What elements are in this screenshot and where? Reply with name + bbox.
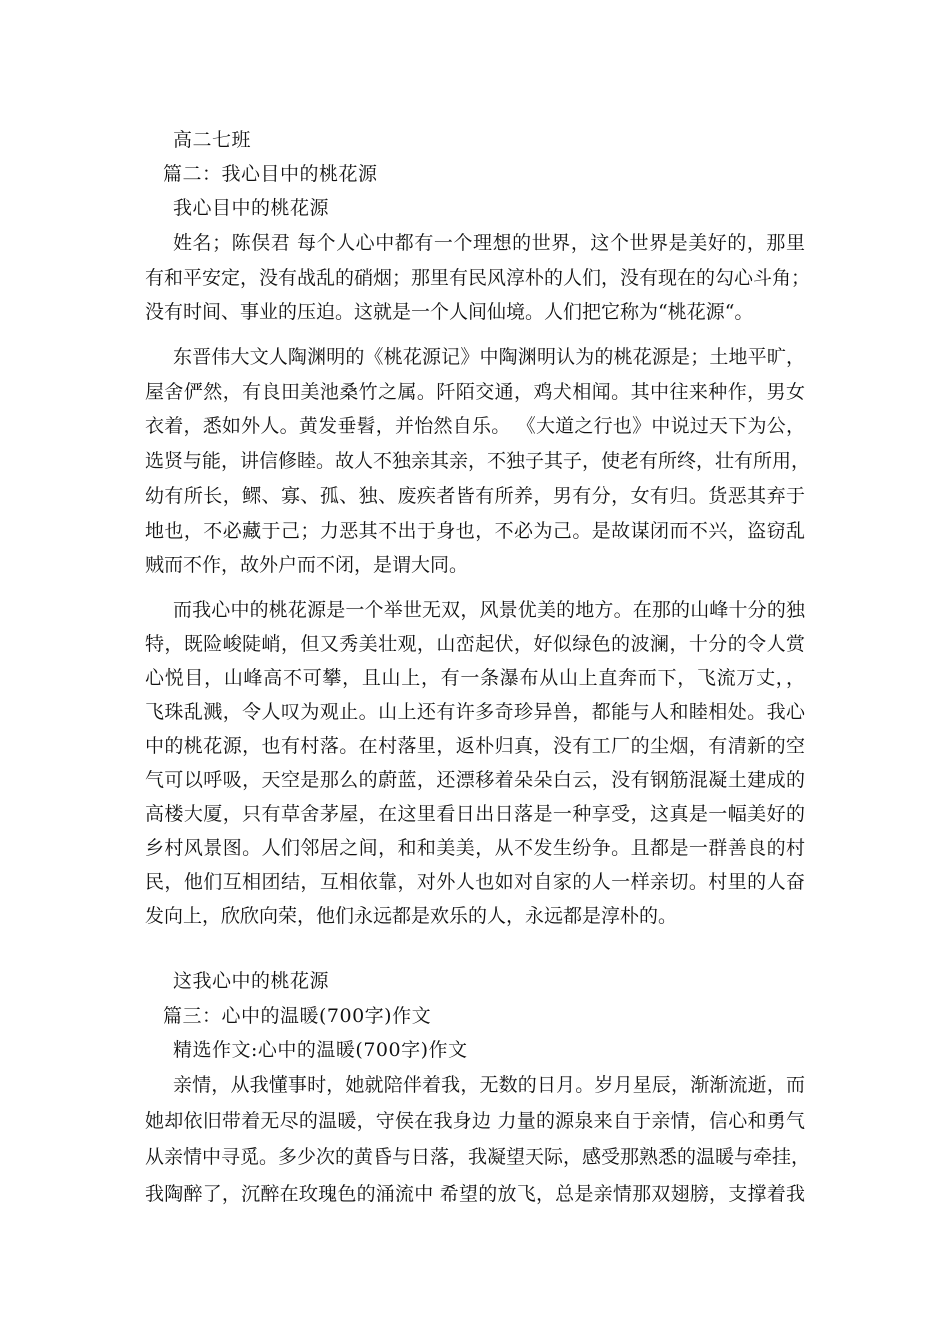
paragraph-line: 而我心中的桃花源是一个举世无双，风景优美的地方。在那的山峰十分的独	[173, 599, 805, 621]
paragraph-line: 发向上，欣欣向荣，他们永远都是欢乐的人，永远都是淳朴的。	[145, 905, 678, 927]
essay-title-2: 精选作文:心中的温暖(700字)作文	[173, 1039, 468, 1061]
paragraph-line: 幼有所长，鳏、寡、孤、独、废疾者皆有所养，男有分，女有归。货恶其弃于	[145, 485, 805, 507]
essay-closing: 这我心中的桃花源	[173, 970, 330, 992]
paragraph-line: 特，既险峻陡峭，但又秀美壮观，山峦起伏，好似绿色的波澜，十分的令人赏	[145, 633, 805, 655]
paragraph-line: 乡村风景图。人们邻居之间，和和美美，从不发生纷争。且都是一群善良的村	[145, 837, 805, 859]
paragraph-line: 我陶醉了，沉醉在玫瑰色的涌流中 希望的放飞，总是亲情那双翅膀，支撑着我	[145, 1183, 805, 1205]
paragraph-line: 有和平安定，没有战乱的硝烟；那里有民风淳朴的人们，没有现在的勾心斗角；	[145, 267, 811, 289]
paragraph-line: 地也，不必藏于己；力恶其不出于身也，不必为己。是故谋闭而不兴，盗窃乱	[145, 520, 805, 542]
paragraph-line: 民，他们互相团结，互相依靠，对外人也如对自家的人一样亲切。村里的人奋	[145, 871, 805, 893]
essay-title-1: 我心目中的桃花源	[173, 197, 330, 219]
paragraph-line: 贼而不作，故外户而不闭，是谓大同。	[145, 554, 469, 576]
paragraph-line: 中的桃花源，也有村落。在村落里，返朴归真，没有工厂的尘烟，有清新的空	[145, 735, 805, 757]
section-heading-3: 篇三：心中的温暖(700字)作文	[163, 1005, 432, 1027]
paragraph-line: 从亲情中寻觅。多少次的黄昏与日落，我凝望天际，感受那熟悉的温暖与牵挂，	[145, 1146, 811, 1168]
paragraph-line: 选贤与能，讲信修睦。故人不独亲其亲，不独子其子，使老有所终，壮有所用，	[145, 450, 811, 472]
paragraph-line: 心悦目，山峰高不可攀，且山上，有一条瀑布从山上直奔而下，飞流万丈，，	[145, 667, 805, 689]
section-heading-2: 篇二：我心目中的桃花源	[163, 163, 378, 185]
paragraph-line: 屋舍俨然，有良田美池桑竹之属。阡陌交通，鸡犬相闻。其中往来种作，男女	[145, 381, 805, 403]
paragraph-line: 东晋伟大文人陶渊明的《桃花源记》中陶渊明认为的桃花源是；土地平旷，	[173, 346, 805, 368]
paragraph-line: 气可以呼吸，天空是那么的蔚蓝，还漂移着朵朵白云，没有钢筋混凝土建成的	[145, 769, 805, 791]
paragraph-line: 她却依旧带着无尽的温暖，守侯在我身边 力量的源泉来自于亲情，信心和勇气	[145, 1110, 805, 1132]
paragraph-line: 衣着，悉如外人。黄发垂髫，并怡然自乐。 《大道之行也》中说过天下为公，	[145, 415, 805, 437]
paragraph-line: 飞珠乱溅，令人叹为观止。山上还有许多奇珍异兽，都能与人和睦相处。我心	[145, 701, 805, 723]
paragraph-line: 没有时间、事业的压迫。这就是一个人间仙境。人们把它称为“桃花源“。	[145, 301, 754, 323]
class-label: 高二七班	[173, 129, 252, 151]
paragraph-line: 亲情，从我懂事时，她就陪伴着我，无数的日月。岁月星辰，渐渐流逝，而	[173, 1074, 805, 1096]
paragraph-line: 姓名；陈俣君 每个人心中都有一个理想的世界，这个世界是美好的，那里	[173, 232, 805, 254]
paragraph-line: 高楼大厦，只有草舍茅屋，在这里看日出日落是一种享受，这真是一幅美好的	[145, 803, 805, 825]
